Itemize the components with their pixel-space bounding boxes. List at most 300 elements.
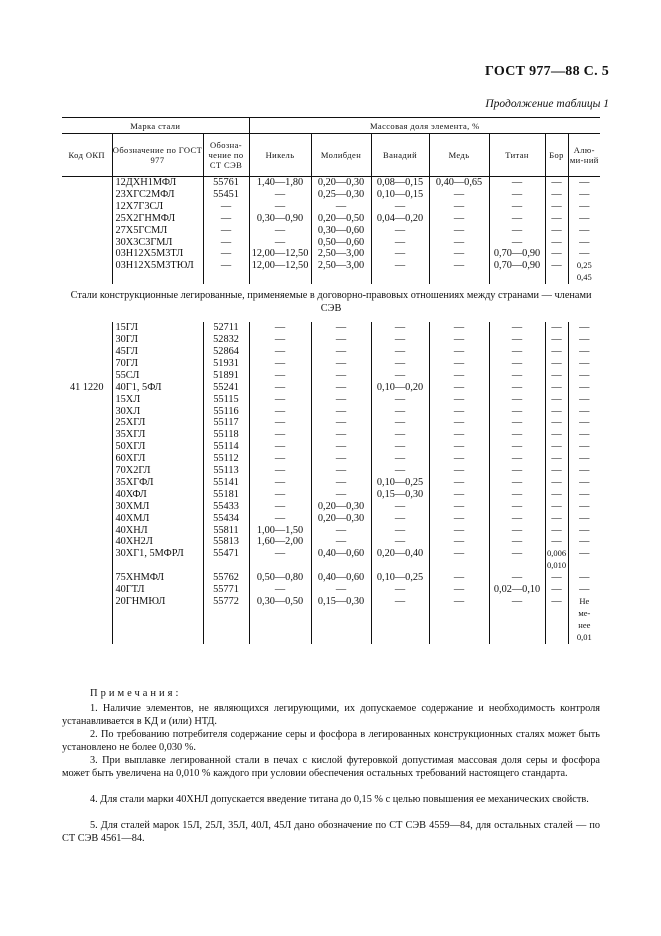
cell-gost: 12Х7Г3СЛ xyxy=(112,201,203,213)
col-header-copper: Медь xyxy=(429,134,489,177)
cell-v xyxy=(371,620,429,632)
cell-v: — xyxy=(371,513,429,525)
cell-ti: — xyxy=(489,536,545,548)
cell-gost: 40ХМЛ xyxy=(112,513,203,525)
cell-al: — xyxy=(568,177,600,189)
cell-v: — xyxy=(371,358,429,370)
cell-v: — xyxy=(371,406,429,418)
cell-ti: — xyxy=(489,346,545,358)
cell-gost: 30ГЛ xyxy=(112,334,203,346)
cell-mo: — xyxy=(311,525,371,537)
cell-gost: 25ХГЛ xyxy=(112,417,203,429)
cell-ti: — xyxy=(489,189,545,201)
cell-cu: — xyxy=(429,429,489,441)
cell-mo: 2,50—3,00 xyxy=(311,248,371,260)
cell-sev: — xyxy=(203,260,249,272)
cell-ti: — xyxy=(489,237,545,249)
table-row xyxy=(62,632,600,644)
table-row xyxy=(62,213,600,225)
cell-sev: 55772 xyxy=(203,596,249,608)
cell-v: — xyxy=(371,525,429,537)
cell-sev: 55116 xyxy=(203,406,249,418)
cell-mo: — xyxy=(311,465,371,477)
cell-sev: 55141 xyxy=(203,477,249,489)
table-row xyxy=(62,346,600,358)
cell-ni xyxy=(249,632,311,644)
col-header-titanium: Титан xyxy=(489,134,545,177)
cell-al: — xyxy=(568,465,600,477)
table-row xyxy=(62,260,600,272)
section-title: Стали конструкционные легированные, применяемые в договорно-правовых отношениях между странами — членами СЭВ xyxy=(70,290,592,315)
cell-b: — xyxy=(545,248,568,260)
table-row xyxy=(62,584,600,596)
cell-b: — xyxy=(545,525,568,537)
cell-ti: 0,70—0,90 xyxy=(489,248,545,260)
table-row xyxy=(62,608,600,620)
cell-mo: — xyxy=(311,584,371,596)
cell-al: — xyxy=(568,536,600,548)
cell-cu xyxy=(429,272,489,284)
cell-b: — xyxy=(545,260,568,272)
cell-ni: 1,00—1,50 xyxy=(249,525,311,537)
cell-mo xyxy=(311,608,371,620)
cell-al: — xyxy=(568,572,600,584)
cell-ti xyxy=(489,272,545,284)
cell-sev xyxy=(203,272,249,284)
cell-sev: 55761 xyxy=(203,177,249,189)
cell-cu: — xyxy=(429,406,489,418)
cell-gost: 45ГЛ xyxy=(112,346,203,358)
cell-cu: — xyxy=(429,358,489,370)
cell-sev: — xyxy=(203,225,249,237)
table-row xyxy=(62,513,600,525)
cell-sev: 55241 xyxy=(203,382,249,394)
cell-b: — xyxy=(545,477,568,489)
cell-sev: 55813 xyxy=(203,536,249,548)
cell-gost: 60ХГЛ xyxy=(112,453,203,465)
table-row xyxy=(62,525,600,537)
cell-al: — xyxy=(568,489,600,501)
cell-mo xyxy=(311,272,371,284)
section2-body xyxy=(62,322,600,643)
cell-sev: 52711 xyxy=(203,322,249,334)
cell-ni: — xyxy=(249,322,311,334)
cell-cu: — xyxy=(429,453,489,465)
cell-ti xyxy=(489,620,545,632)
cell-al: 0,45 xyxy=(568,272,600,284)
cell-ti: — xyxy=(489,334,545,346)
table-row xyxy=(62,358,600,370)
cell-v: — xyxy=(371,248,429,260)
cell-ni: — xyxy=(249,189,311,201)
cell-mo: 0,20—0,50 xyxy=(311,213,371,225)
cell-b: — xyxy=(545,465,568,477)
cell-al: ме- xyxy=(568,608,600,620)
table-row xyxy=(62,489,600,501)
col-header-kod: Код ОКП xyxy=(68,150,105,160)
cell-ti xyxy=(489,632,545,644)
cell-mo: — xyxy=(311,382,371,394)
cell-gost: 23ХГС2МФЛ xyxy=(112,189,203,201)
cell-ni: — xyxy=(249,465,311,477)
cell-cu: — xyxy=(429,465,489,477)
cell-al: 0,25 xyxy=(568,260,600,272)
col-header-molybdenum: Молибден xyxy=(311,134,371,177)
cell-v xyxy=(371,560,429,572)
table-row xyxy=(62,394,600,406)
cell-b: — xyxy=(545,213,568,225)
cell-gost: 03Н12Х5М3ТЮЛ xyxy=(112,260,203,272)
cell-gost: 30ХМЛ xyxy=(112,501,203,513)
cell-ti: — xyxy=(489,370,545,382)
cell-al: — xyxy=(568,213,600,225)
cell-sev: 55113 xyxy=(203,465,249,477)
cell-sev: 55112 xyxy=(203,453,249,465)
cell-sev: 55433 xyxy=(203,501,249,513)
cell-gost: 50ХГЛ xyxy=(112,441,203,453)
table-row xyxy=(62,406,600,418)
cell-cu: — xyxy=(429,513,489,525)
cell-mo: 0,50—0,60 xyxy=(311,237,371,249)
cell-al: — xyxy=(568,358,600,370)
cell-cu: — xyxy=(429,584,489,596)
cell-b: — xyxy=(545,358,568,370)
cell-al: — xyxy=(568,382,600,394)
cell-b: — xyxy=(545,417,568,429)
cell-ti: — xyxy=(489,406,545,418)
cell-sev: — xyxy=(203,248,249,260)
cell-mo: — xyxy=(311,370,371,382)
cell-v: — xyxy=(371,322,429,334)
cell-mo: — xyxy=(311,477,371,489)
note-1: 1. Наличие элементов, не являющихся легирующими, их допускаемое содержание и необходимость контроля устанавливается в КД и (или) НТД. xyxy=(62,703,600,727)
cell-sev: — xyxy=(203,237,249,249)
cell-gost: 40ГТЛ xyxy=(112,584,203,596)
cell-cu: — xyxy=(429,417,489,429)
cell-b xyxy=(545,272,568,284)
col-header-aluminium: Алю-ми-ний xyxy=(568,134,600,177)
table-row xyxy=(62,248,600,260)
cell-ni: 0,50—0,80 xyxy=(249,572,311,584)
cell-ni xyxy=(249,272,311,284)
cell-al: — xyxy=(568,501,600,513)
cell-al xyxy=(568,560,600,572)
note-2: 2. По требованию потребителя содержание серы и фосфора в легированных конструкционных сталях может быть установлено не более 0,030 %. xyxy=(62,729,600,753)
cell-cu: — xyxy=(429,260,489,272)
cell-ni: 1,60—2,00 xyxy=(249,536,311,548)
cell-al: — xyxy=(568,237,600,249)
cell-ti: — xyxy=(489,489,545,501)
cell-v: — xyxy=(371,370,429,382)
cell-al: — xyxy=(568,189,600,201)
table-row xyxy=(62,225,600,237)
cell-mo: — xyxy=(311,417,371,429)
cell-ni: 1,40—1,80 xyxy=(249,177,311,189)
cell-cu: — xyxy=(429,248,489,260)
cell-ti: — xyxy=(489,213,545,225)
fraction-group-header: Массовая доля элемента, % xyxy=(249,118,600,134)
cell-b: — xyxy=(545,596,568,608)
cell-gost: 30ХГ1, 5МФРЛ xyxy=(112,548,203,560)
cell-b xyxy=(545,632,568,644)
col-header-sev: Обозна-чение по СТ СЭВ xyxy=(203,134,249,177)
cell-b: — xyxy=(545,322,568,334)
cell-ni: — xyxy=(249,489,311,501)
cell-v: — xyxy=(371,536,429,548)
table-row xyxy=(62,429,600,441)
cell-sev xyxy=(203,608,249,620)
cell-b: — xyxy=(545,346,568,358)
cell-al: — xyxy=(568,525,600,537)
cell-gost xyxy=(112,560,203,572)
cell-al: — xyxy=(568,584,600,596)
table-continuation-label: Продолжение таблицы 1 xyxy=(485,98,609,110)
cell-ni: — xyxy=(249,346,311,358)
cell-cu: — xyxy=(429,489,489,501)
cell-v: — xyxy=(371,346,429,358)
cell-v xyxy=(371,632,429,644)
cell-al: — xyxy=(568,548,600,560)
cell-b: — xyxy=(545,189,568,201)
col-header-nickel: Никель xyxy=(249,134,311,177)
cell-al: — xyxy=(568,513,600,525)
cell-v: 0,08—0,15 xyxy=(371,177,429,189)
cell-mo: — xyxy=(311,489,371,501)
cell-ni: — xyxy=(249,429,311,441)
cell-ni: — xyxy=(249,441,311,453)
table-row xyxy=(62,334,600,346)
cell-mo: 0,20—0,30 xyxy=(311,177,371,189)
cell-cu: — xyxy=(429,501,489,513)
cell-gost: 27Х5ГСМЛ xyxy=(112,225,203,237)
cell-b: — xyxy=(545,441,568,453)
cell-cu: — xyxy=(429,346,489,358)
cell-al: — xyxy=(568,370,600,382)
cell-b: — xyxy=(545,513,568,525)
cell-ni: — xyxy=(249,334,311,346)
cell-gost xyxy=(112,608,203,620)
cell-b xyxy=(545,608,568,620)
kod-okp-cell: 41 1220 xyxy=(70,381,104,393)
cell-mo: 0,30—0,60 xyxy=(311,225,371,237)
cell-b: — xyxy=(545,453,568,465)
table-row xyxy=(62,382,600,394)
cell-b: — xyxy=(545,382,568,394)
cell-ni: — xyxy=(249,225,311,237)
table-row xyxy=(62,620,600,632)
cell-ni: 0,30—0,90 xyxy=(249,213,311,225)
cell-ni: — xyxy=(249,237,311,249)
cell-cu: — xyxy=(429,382,489,394)
cell-ni xyxy=(249,560,311,572)
cell-gost: 35ХГФЛ xyxy=(112,477,203,489)
cell-ti: — xyxy=(489,548,545,560)
grade-group-header: Марка стали xyxy=(62,118,249,134)
cell-cu: — xyxy=(429,334,489,346)
note-4: 4. Для стали марки 40ХНЛ допускается введение титана до 0,15 % с целью повышения ее механических свойств. xyxy=(90,794,589,805)
cell-mo: — xyxy=(311,453,371,465)
table-row xyxy=(62,201,600,213)
cell-al: 0,01 xyxy=(568,632,600,644)
cell-mo: — xyxy=(311,536,371,548)
table-row xyxy=(62,536,600,548)
cell-ni xyxy=(249,620,311,632)
cell-ti: — xyxy=(489,358,545,370)
cell-cu: — xyxy=(429,370,489,382)
cell-gost: 35ХГЛ xyxy=(112,429,203,441)
cell-ti: — xyxy=(489,572,545,584)
cell-ti: — xyxy=(489,394,545,406)
cell-b: 0,010 xyxy=(546,560,567,571)
cell-cu: — xyxy=(429,237,489,249)
cell-ni: — xyxy=(249,358,311,370)
cell-ti: — xyxy=(489,596,545,608)
cell-mo: — xyxy=(311,441,371,453)
cell-al: Не xyxy=(568,596,600,608)
cell-al: нее xyxy=(568,620,600,632)
cell-gost: 03Н12Х5М3ТЛ xyxy=(112,248,203,260)
cell-ti: — xyxy=(489,382,545,394)
cell-sev: — xyxy=(203,213,249,225)
cell-b: — xyxy=(545,584,568,596)
cell-b: — xyxy=(545,394,568,406)
cell-v: — xyxy=(371,201,429,213)
kod-okp-cell xyxy=(62,177,112,285)
cell-v: — xyxy=(371,441,429,453)
table-row xyxy=(62,596,600,608)
cell-mo: 2,50—3,00 xyxy=(311,260,371,272)
cell-v: — xyxy=(371,453,429,465)
cell-sev: 55771 xyxy=(203,584,249,596)
cell-ni: 12,00—12,50 xyxy=(249,248,311,260)
cell-v: — xyxy=(371,584,429,596)
cell-cu: — xyxy=(429,201,489,213)
cell-gost: 15ХЛ xyxy=(112,394,203,406)
cell-ti: — xyxy=(489,417,545,429)
cell-cu: — xyxy=(429,441,489,453)
cell-ti xyxy=(489,608,545,620)
cell-mo: 0,20—0,30 xyxy=(311,513,371,525)
cell-v xyxy=(371,272,429,284)
cell-gost: 15ГЛ xyxy=(112,322,203,334)
cell-sev xyxy=(203,620,249,632)
cell-v: 0,04—0,20 xyxy=(371,213,429,225)
note-5: 5. Для сталей марок 15Л, 25Л, 35Л, 40Л, 45Л дано обозначение по СТ СЭВ 4559—84, для остальных сталей — по СТ СЭВ 4561—84. xyxy=(62,820,600,844)
cell-mo: — xyxy=(311,406,371,418)
table-row xyxy=(62,441,600,453)
cell-b: — xyxy=(545,536,568,548)
table-row xyxy=(62,370,600,382)
table-row xyxy=(62,465,600,477)
table-row xyxy=(62,453,600,465)
cell-sev xyxy=(203,560,249,572)
cell-mo: 0,40—0,60 xyxy=(311,572,371,584)
cell-mo xyxy=(311,632,371,644)
cell-cu: — xyxy=(429,548,489,560)
cell-ni: — xyxy=(249,201,311,213)
cell-ni: — xyxy=(249,513,311,525)
cell-al: — xyxy=(568,394,600,406)
notes-title: Примечания: xyxy=(90,688,182,699)
cell-ti: 0,02—0,10 xyxy=(489,584,545,596)
note-3: 3. При выплавке легированной стали в печах с кислой футеровкой допустимая массовая доля серы и фосфора может быть увеличена на 0,010 % каждого при условии обеспечения остальных требований настоящего стандарта. xyxy=(62,755,600,779)
cell-gost xyxy=(112,620,203,632)
table-row xyxy=(62,272,600,284)
cell-v: — xyxy=(371,237,429,249)
cell-ti: — xyxy=(489,322,545,334)
cell-al: — xyxy=(568,225,600,237)
cell-sev: 55117 xyxy=(203,417,249,429)
cell-sev: 55471 xyxy=(203,548,249,560)
cell-gost: 12ДХН1МФЛ xyxy=(112,177,203,189)
cell-mo: — xyxy=(311,346,371,358)
cell-v: 0,15—0,30 xyxy=(371,489,429,501)
cell-cu xyxy=(429,560,489,572)
cell-ni: 0,30—0,50 xyxy=(249,596,311,608)
cell-v: 0,10—0,15 xyxy=(371,189,429,201)
cell-v: — xyxy=(371,334,429,346)
cell-ti: — xyxy=(489,525,545,537)
cell-sev: 55434 xyxy=(203,513,249,525)
cell-ti: — xyxy=(489,429,545,441)
cell-cu xyxy=(429,632,489,644)
cell-ni: — xyxy=(249,548,311,560)
cell-b: — xyxy=(545,489,568,501)
cell-ti: — xyxy=(489,513,545,525)
page-header: ГОСТ 977—88 С. 5 xyxy=(485,64,609,79)
table-row xyxy=(62,572,600,584)
cell-mo: — xyxy=(311,394,371,406)
cell-al: — xyxy=(568,429,600,441)
table-row xyxy=(62,237,600,249)
cell-b: — xyxy=(545,177,568,189)
cell-gost: 30ХЛ xyxy=(112,406,203,418)
cell-mo: — xyxy=(311,429,371,441)
col-header-vanadium: Ванадий xyxy=(371,134,429,177)
cell-sev: 55115 xyxy=(203,394,249,406)
cell-v: 0,10—0,25 xyxy=(371,477,429,489)
table-row xyxy=(62,548,600,560)
cell-mo: — xyxy=(311,358,371,370)
cell-mo: — xyxy=(311,334,371,346)
cell-gost: 30Х3С3ГМЛ xyxy=(112,237,203,249)
cell-ni: — xyxy=(249,417,311,429)
cell-ni: — xyxy=(249,477,311,489)
cell-ti: — xyxy=(489,477,545,489)
cell-mo: 0,25—0,30 xyxy=(311,189,371,201)
cell-al: — xyxy=(568,201,600,213)
cell-gost xyxy=(112,632,203,644)
cell-al: — xyxy=(568,441,600,453)
cell-ni: — xyxy=(249,501,311,513)
cell-ti xyxy=(489,560,545,572)
cell-mo: 0,20—0,30 xyxy=(311,501,371,513)
cell-b: — xyxy=(545,370,568,382)
cell-gost: 40ХНЛ xyxy=(112,525,203,537)
cell-b: — xyxy=(545,334,568,346)
cell-v: 0,10—0,20 xyxy=(371,382,429,394)
cell-sev: 51931 xyxy=(203,358,249,370)
cell-cu: — xyxy=(429,596,489,608)
cell-sev: 55118 xyxy=(203,429,249,441)
cell-gost: 20ГНМЮЛ xyxy=(112,596,203,608)
cell-ti: — xyxy=(489,453,545,465)
cell-cu xyxy=(429,608,489,620)
cell-mo xyxy=(311,560,371,572)
cell-v: — xyxy=(371,465,429,477)
cell-mo xyxy=(311,620,371,632)
cell-gost: 40ХФЛ xyxy=(112,489,203,501)
